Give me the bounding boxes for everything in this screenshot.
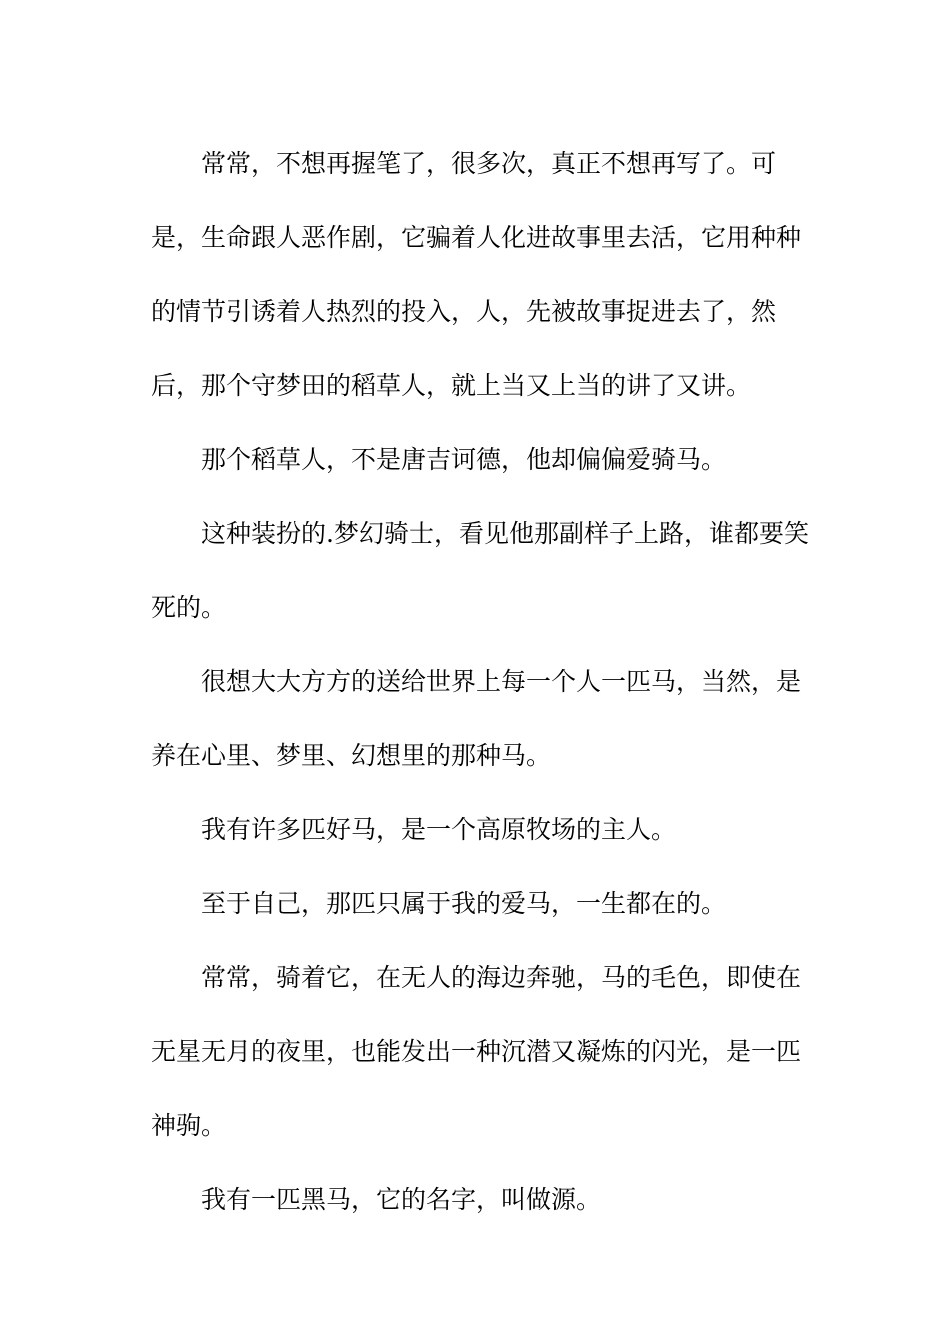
paragraph-4: 很想大大方方的送给世界上每一个人一匹马，当然，是养在心里、梦里、幻想里的那种马。 [151,667,802,770]
paragraph-5: 我有许多匹好马，是一个高原牧场的主人。 [201,815,677,844]
paragraph-7: 常常，骑着它，在无人的海边奔驰，马的毛色，即使在无星无月的夜里，也能发出一种沉潜又凝炼的闪光，是一匹神驹。 [151,963,802,1140]
paragraph-3: 这种装扮的.梦幻骑士，看见他那副样子上路，谁都要笑死的。 [151,519,809,622]
paragraph-6: 至于自己，那匹只属于我的爱马，一生都在的。 [201,889,727,918]
document-body [151,127,811,1237]
paragraph-2: 那个稻草人，不是唐吉诃德，他却偏偏爱骑马。 [201,445,727,474]
paragraph-8: 我有一匹黑马，它的名字，叫做源。 [201,1185,602,1214]
paragraph-1: 常常，不想再握笔了，很多次，真正不想再写了。可是，生命跟人恶作剧，它骗着人化进故事里去活，它用种种的情节引诱着人热烈的投入，人，先被故事捉进去了，然后，那个守梦田的稻草人，就上当又上当的讲了又讲。 [151,149,802,400]
